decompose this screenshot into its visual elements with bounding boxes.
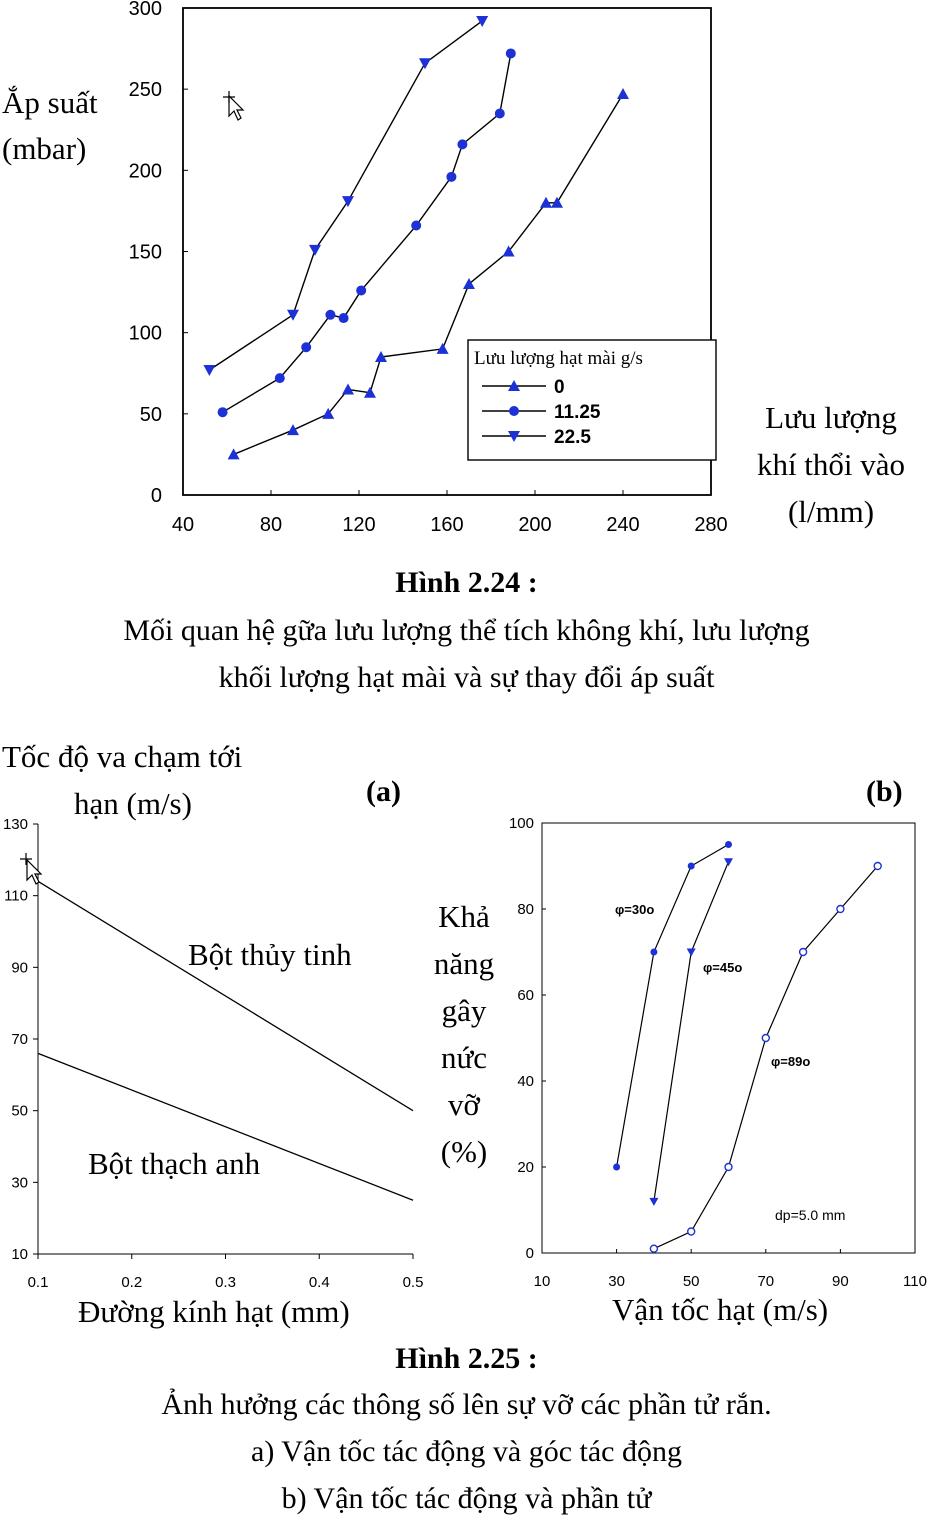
fig225a-ytick-label: 90 (11, 959, 28, 977)
fig225-caption-line3: b) Vận tốc tác động và phần tử (281, 1482, 652, 1515)
fig225b-ytick-label: 20 (517, 1159, 534, 1176)
fig225b-xtick-label: 70 (757, 1273, 775, 1290)
fig225b-ylabel-line4: nức (440, 1040, 488, 1075)
fig225b-ylabel-line6: (%) (440, 1134, 488, 1169)
fig224-ytick-label: 150 (128, 241, 162, 264)
fig225b-data-point (724, 858, 733, 866)
fig225b-data-point (650, 1245, 657, 1252)
fig225b-ytick-label: 40 (517, 1073, 534, 1090)
fig225a-series-label: Bột thạch anh (88, 1146, 261, 1181)
fig224-xlabel-line2: khí thổi vào (756, 447, 906, 482)
fig224-ytick-label: 0 (150, 485, 162, 507)
fig225-caption-line1: Ảnh hưởng các thông số lên sự vỡ các phần tử rắn. (161, 1388, 772, 1421)
fig225b-series-label: φ=45o (703, 960, 743, 975)
fig225a-ytick-label: 110 (4, 887, 28, 905)
fig225b-xtick-label: 50 (682, 1273, 700, 1290)
fig225a-ytick-label: 130 (2, 816, 28, 833)
fig225a-xtick-label: 0.4 (308, 1274, 330, 1291)
fig225a-xtick-label: 0.3 (215, 1274, 236, 1291)
fig225b-data-point (725, 841, 732, 848)
fig225b-ylabel-line2: năng (433, 946, 495, 981)
fig224-caption-line2: khối lượng hạt mài và sự thay đổi áp suất (218, 661, 715, 694)
fig225b-series-line (654, 862, 729, 1202)
fig225a-xtick-label: 0.1 (27, 1274, 49, 1291)
fig225b-ytick-label: 0 (525, 1245, 534, 1262)
fig225b-xtick-label: 110 (903, 1273, 927, 1290)
fig224-xtick-label: 80 (259, 514, 283, 536)
fig224-ylabel-line2: (mbar) (2, 131, 87, 166)
fig224-xtick-label: 200 (518, 514, 552, 536)
fig225b-series-line (617, 845, 729, 1168)
fig225b-ylabel-line3: gây (441, 993, 487, 1028)
fig225b-ylabel-line1: Khả (438, 899, 490, 934)
fig225b-ytick-label: 100 (508, 815, 534, 832)
fig224-ytick-label: 300 (128, 0, 162, 20)
fig225a-ytick-label: 30 (11, 1174, 28, 1192)
fig225b-data-point (762, 1035, 769, 1042)
fig225b-ylabel-line5: vỡ (448, 1087, 480, 1122)
fig225b-data-point (649, 1198, 658, 1206)
fig225b-panel-label: (b) (866, 775, 903, 808)
fig224-xtick-label: 240 (606, 514, 640, 536)
fig225a-xtick-label: 0.2 (121, 1274, 143, 1291)
fig225b-xtick-label: 10 (533, 1273, 551, 1290)
fig224-xtick-label: 160 (430, 514, 464, 536)
fig225a-ylabel-line1: Tốc độ va chạm tới (2, 739, 243, 774)
fig225-title: Hình 2.25 : (395, 1342, 538, 1375)
fig224-ytick-label: 200 (128, 160, 162, 183)
fig224-xtick-label: 280 (694, 514, 728, 536)
fig225b-series-label: φ=30o (615, 902, 655, 917)
fig224-xlabel-line3: (l/mm) (787, 494, 875, 529)
fig225b-data-point (837, 906, 844, 913)
fig225a-panel-label: (a) (366, 775, 401, 808)
fig224-legend-label: 0 (554, 377, 565, 398)
fig224-title: Hình 2.24 : (395, 566, 538, 599)
fig225a-ylabel-line2: hạn (m/s) (74, 786, 192, 821)
fig225a-xlabel: Đường kính hạt (mm) (78, 1294, 350, 1329)
fig225b-data-point (725, 1164, 732, 1171)
fig224-xtick-label: 40 (171, 514, 195, 536)
fig225b-xtick-label: 30 (608, 1273, 625, 1290)
fig225-caption-line2: a) Vận tốc tác động và góc tác động (251, 1435, 682, 1468)
fig225b-data-point (874, 863, 881, 870)
fig224-ytick-label: 50 (139, 403, 162, 426)
fig224-xtick-label: 120 (342, 514, 376, 536)
cursor-icon (27, 860, 41, 884)
fig224-legend-title: Lưu lượng hạt mài g/s (474, 348, 643, 369)
fig224-caption-line1: Mối quan hệ gữa lưu lượng thể tích không khí, lưu lượng (123, 614, 810, 647)
fig225a-ytick-label: 70 (11, 1031, 28, 1048)
fig224-legend-label: 22.5 (554, 427, 591, 448)
fig225b-data-point (613, 1164, 620, 1171)
fig224-ytick-label: 250 (128, 79, 162, 102)
fig225b-data-point (688, 863, 695, 870)
fig225b-xlabel: Vận tốc hạt (m/s) (612, 1292, 829, 1327)
fig225b-ytick-label: 80 (517, 901, 534, 918)
fig225b-data-point (688, 1228, 695, 1235)
fig225a-ytick-label: 50 (11, 1102, 28, 1120)
fig225b-data-point (687, 949, 696, 957)
fig225b-annotation: dp=5.0 mm (775, 1207, 846, 1223)
fig224-legend-label: 11.25 (554, 402, 601, 423)
fig224-ylabel-line1: Ắp suất (2, 85, 98, 120)
fig225b-xtick-label: 90 (832, 1273, 849, 1290)
fig225b-ytick-label: 60 (517, 987, 534, 1004)
fig224-xlabel-line1: Lưu lượng (765, 400, 897, 435)
fig225a-ytick-label: 10 (11, 1246, 28, 1263)
fig225a-xtick-label: 0.5 (402, 1274, 424, 1291)
fig225b-series-label: φ=89o (771, 1054, 811, 1069)
fig225b-data-point (800, 949, 807, 956)
fig225b-data-point (650, 949, 657, 956)
fig225b-series-line (654, 866, 878, 1249)
fig225a-series-line (38, 881, 413, 1110)
fig225a-series-label: Bột thủy tinh (188, 937, 352, 972)
fig224-ytick-label: 100 (128, 322, 162, 345)
